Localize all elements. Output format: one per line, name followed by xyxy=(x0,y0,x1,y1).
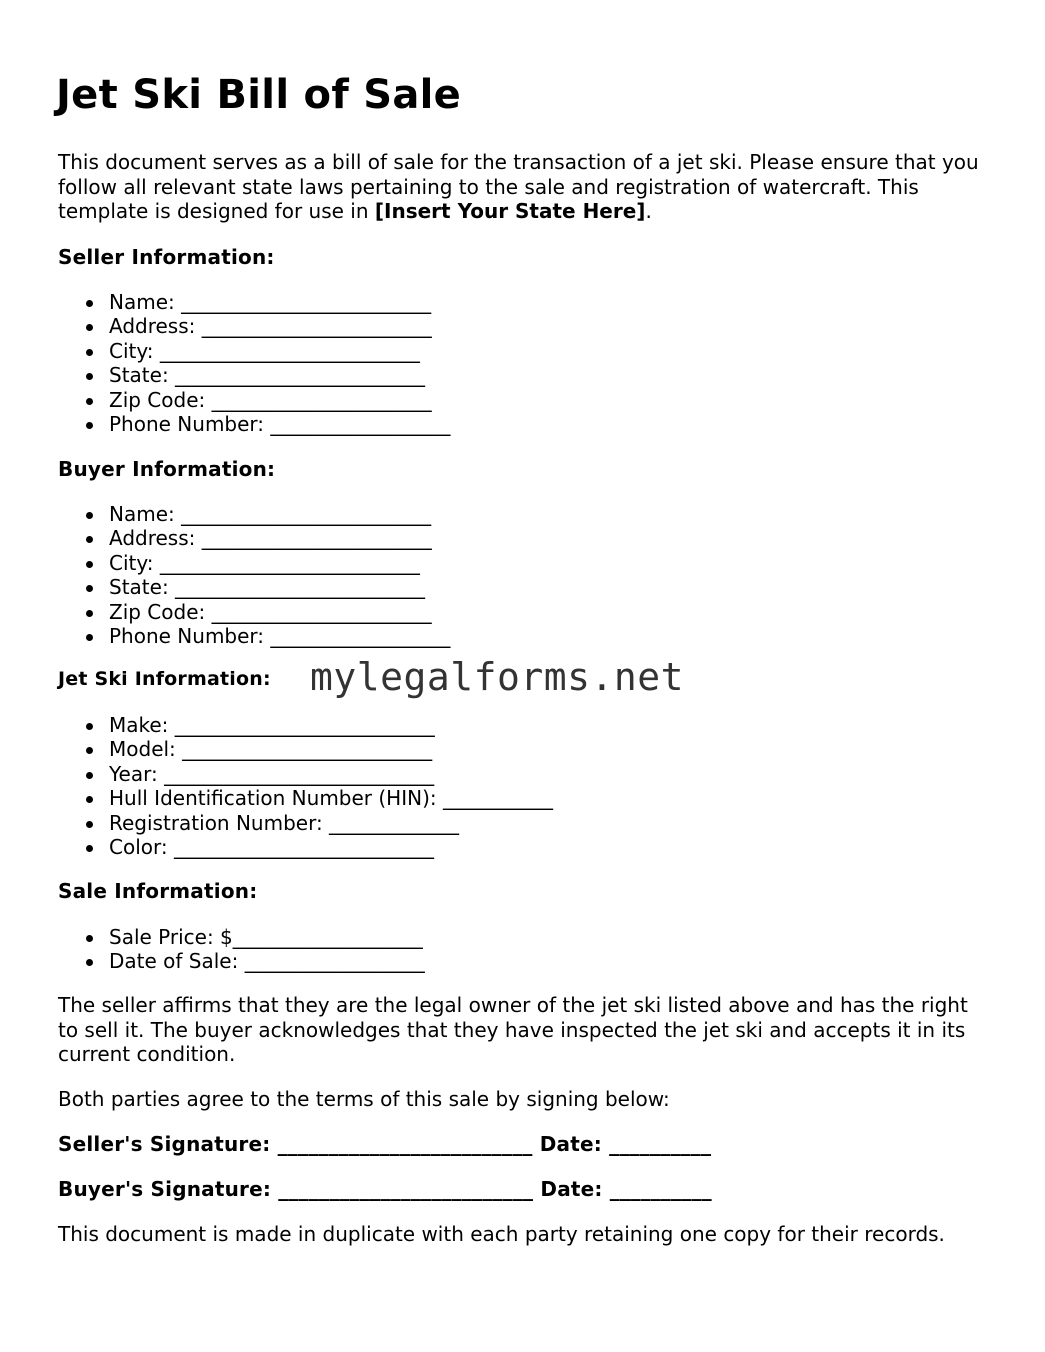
sale-date-field: Date of Sale: __________________ xyxy=(58,949,425,973)
jetski-make-field: Make: __________________________ xyxy=(58,713,553,737)
agreement-paragraph: Both parties agree to the terms of this sale by signing below: xyxy=(58,1087,670,1111)
seller-address-field: Address: _______________________ xyxy=(58,314,450,338)
seller-phone-field: Phone Number: __________________ xyxy=(58,412,450,436)
buyer-heading: Buyer Information: xyxy=(58,457,276,481)
seller-field-list xyxy=(58,290,450,436)
buyer-name-field: Name: _________________________ xyxy=(58,502,450,526)
intro-paragraph xyxy=(58,150,993,224)
buyer-address-field: Address: _______________________ xyxy=(58,526,450,550)
seller-signature-line: Seller's Signature: _________________________ Date: __________ xyxy=(58,1132,712,1156)
state-placeholder: [Insert Your State Here] xyxy=(374,199,646,223)
buyer-state-field: State: _________________________ xyxy=(58,575,450,599)
seller-heading: Seller Information: xyxy=(58,245,275,269)
jetski-year-field: Year: ___________________________ xyxy=(58,762,553,786)
sale-price-field: Sale Price: $___________________ xyxy=(58,925,425,949)
seller-city-field: City: __________________________ xyxy=(58,339,450,363)
seller-name-field: Name: _________________________ xyxy=(58,290,450,314)
intro-end: . xyxy=(645,199,652,223)
jetski-heading: Jet Ski Information: xyxy=(58,668,271,690)
jetski-hin-field: Hull Identification Number (HIN): ___________ xyxy=(58,786,553,810)
buyer-phone-field: Phone Number: __________________ xyxy=(58,624,450,648)
seller-state-field: State: _________________________ xyxy=(58,363,450,387)
jetski-model-field: Model: _________________________ xyxy=(58,737,553,761)
intro-text: This document serves as a bill of sale for the transaction of a jet ski. Please ensure that you follow all relevant state laws pertaining to the sale and registration of watercraft. This template is designed for use in xyxy=(58,150,979,223)
buyer-field-list xyxy=(58,502,450,648)
sale-heading: Sale Information: xyxy=(58,879,258,903)
jetski-color-field: Color: __________________________ xyxy=(58,835,553,859)
jetski-field-list xyxy=(58,713,553,859)
document-title: Jet Ski Bill of Sale xyxy=(56,72,462,118)
closing-paragraph: This document is made in duplicate with each party retaining one copy for their records. xyxy=(58,1222,945,1246)
jetski-registration-field: Registration Number: _____________ xyxy=(58,811,553,835)
buyer-signature-line: Buyer's Signature: _________________________ Date: __________ xyxy=(58,1177,712,1201)
buyer-city-field: City: __________________________ xyxy=(58,551,450,575)
seller-zip-field: Zip Code: ______________________ xyxy=(58,388,450,412)
watermark-text: mylegalforms.net xyxy=(310,655,685,699)
affirmation-paragraph: The seller affirms that they are the legal owner of the jet ski listed above and has the right to sell it. The buyer acknowledges that they have inspected the jet ski and accepts it in its current condition. xyxy=(58,993,968,1066)
buyer-zip-field: Zip Code: ______________________ xyxy=(58,600,450,624)
sale-field-list xyxy=(58,925,425,974)
